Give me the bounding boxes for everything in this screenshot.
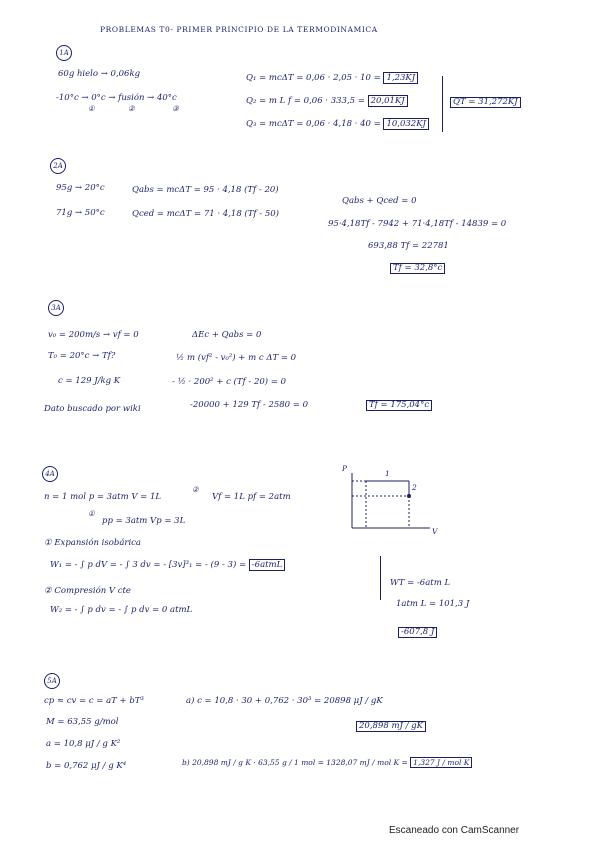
scanner-watermark: Escaneado con CamScanner [389, 825, 520, 836]
equation-line [182, 759, 472, 767]
step-marker: ① [88, 509, 95, 518]
equation-line: 95·4,18Tf - 7942 + 71·4,18Tf - 14839 = 0 [328, 219, 507, 229]
problem-label: 5A [44, 673, 60, 689]
given-line: 95g → 20°c [56, 183, 105, 193]
problem-label: 3A [48, 300, 64, 316]
given-line: M = 63,55 g/mol [46, 717, 119, 727]
equation-line: ½ m (vf² - v₀²) + m c ΔT = 0 [176, 353, 297, 363]
given-line: Vf = 1L pf = 2atm [212, 492, 291, 502]
given-line: n = 1 mol p = 3atm V = 1L [44, 492, 162, 502]
step-marker: ② [192, 485, 199, 494]
problem-label: 1A [56, 45, 72, 61]
equation-line: Qabs = mcΔT = 95 · 4,18 (Tf - 20) [132, 185, 279, 195]
given-line: T₀ = 20°c → Tf? [48, 351, 116, 361]
equation-line: Qced = mcΔT = 71 · 4,18 (Tf - 50) [132, 209, 279, 219]
given-line: pp = 3atm Vp = 3L [102, 516, 186, 526]
equation-line: a) c = 10,8 · 30 + 0,762 · 30³ = 20898 μJ / gK [186, 696, 383, 706]
boxed-result: 10,032KJ [383, 118, 429, 130]
boxed-result: 20,01KJ [368, 95, 408, 107]
equation-text: Q₁ = mcΔT = 0,06 · 2,05 · 10 = [246, 73, 381, 83]
equation-text: W₁ = - ∫ p dV = - ∫ 3 dv = - [3v]³₁ = - (9 - 3) = [50, 560, 247, 570]
pv-point [407, 494, 411, 498]
pv-p-label: P [342, 464, 348, 473]
boxed-result: -6atmL [249, 559, 285, 571]
equation-line: Qabs + Qced = 0 [342, 196, 417, 206]
given-line: c = 129 J/kg K [58, 376, 121, 386]
boxed-result: 20,898 mJ / gK [356, 721, 426, 732]
boxed-result: Tf = 32,8°c [390, 263, 445, 274]
total-result: QT = 31,272KJ [450, 97, 521, 108]
given-line: b = 0,762 μJ / g K⁴ [46, 761, 127, 771]
equation-text: Q₂ = m L f = 0,06 · 333,5 = [246, 96, 365, 106]
given-line: cp ≈ cv = c = aT + bT³ [44, 696, 144, 706]
equation-line: W₂ = - ∫ p dv = - ∫ p dv = 0 atmL [50, 605, 193, 615]
section-heading: ② Compresión V cte [44, 586, 131, 596]
equation-line: - ½ · 200² + c (Tf - 20) = 0 [172, 377, 287, 387]
boxed-result: -607,8 J [398, 627, 437, 638]
equation-line: 693,88 Tf = 22781 [368, 241, 449, 251]
boxed-result: 1,327 J / mol K [410, 757, 472, 768]
process-line: -10°c → 0°c → fusión → 40°c [56, 93, 177, 103]
equation-text: Q₃ = mcΔT = 0,06 · 4,18 · 40 = [246, 119, 381, 129]
pv-v-label: V [432, 527, 438, 536]
conversion-line: 1atm L = 101,3 J [396, 599, 470, 609]
page-title: PROBLEMAS T0- PRIMER PRINCIPIO DE LA TERMODINAMICA [100, 25, 378, 34]
equation-line [50, 561, 285, 570]
boxed-result: 1,23KJ [383, 72, 418, 84]
step-marker: ① [88, 104, 95, 113]
equation-text: b) 20,898 mJ / g K · 63,55 g / 1 mol = 1328,07 mJ / mol K = [182, 758, 408, 767]
given-line: 71g → 50°c [56, 208, 105, 218]
problem-label: 4A [42, 466, 58, 482]
equation-line: -20000 + 129 Tf - 2580 = 0 [190, 400, 309, 410]
given-line: a = 10,8 μJ / g K² [46, 739, 121, 749]
result-line: WT = -6atm L [390, 578, 451, 588]
given-line: 60g hielo → 0,06kg [58, 69, 141, 79]
note-line: Dato buscado por wiki [44, 404, 141, 414]
equation-line: ΔEc + Qabs = 0 [192, 330, 262, 340]
given-line: v₀ = 200m/s → vf = 0 [48, 330, 139, 340]
pv-step-label: 1 [385, 469, 390, 478]
step-marker: ③ [172, 104, 179, 113]
pv-step-label: 2 [412, 483, 417, 492]
bracket [380, 556, 381, 600]
step-marker: ② [128, 104, 135, 113]
boxed-result: Tf = 175,04°c [366, 400, 432, 411]
section-heading: ① Expansión isobárica [44, 538, 141, 548]
problem-label: 2A [50, 158, 66, 174]
